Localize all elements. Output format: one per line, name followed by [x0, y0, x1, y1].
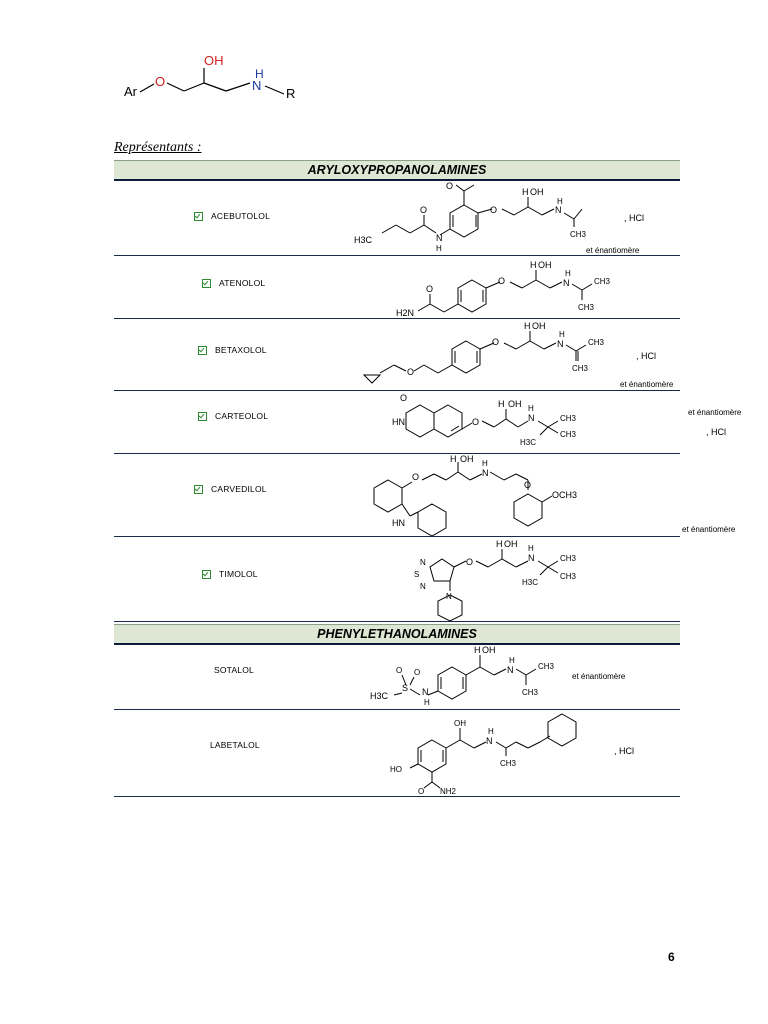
svg-text:O: O — [414, 668, 421, 677]
drug-row-betaxolol — [114, 319, 680, 391]
drug-name: SOTALOL — [214, 665, 254, 675]
section-header-phenylethanolamines: PHENYLETHANOLAMINES — [114, 624, 680, 645]
drug-name: ACEBUTOLOL — [211, 211, 271, 221]
svg-text:O: O — [412, 472, 420, 482]
drug-name: TIMOLOL — [219, 569, 258, 579]
general-structure — [118, 50, 328, 110]
svg-text:N: N — [557, 339, 564, 349]
o-label: O — [155, 74, 166, 89]
svg-text:CH3: CH3 — [500, 759, 517, 768]
svg-text:N: N — [507, 665, 514, 675]
salt-label: , HCl — [614, 746, 634, 756]
r-label: R — [286, 86, 296, 101]
svg-text:O: O — [472, 417, 480, 427]
svg-text:H: H — [450, 454, 457, 464]
svg-text:H: H — [424, 698, 430, 707]
n-label: N — [252, 78, 262, 93]
structure-acebutolol — [352, 179, 682, 255]
svg-text:OH: OH — [460, 454, 474, 464]
checkbox-icon — [194, 485, 203, 494]
structure-carteolol — [362, 391, 742, 453]
svg-text:H: H — [565, 269, 571, 278]
svg-text:N: N — [420, 558, 426, 567]
ar-label: Ar — [124, 84, 137, 99]
svg-text:H: H — [528, 404, 534, 413]
drug-row-labetalol — [114, 710, 680, 797]
enantiomer-note: et énantiomère — [682, 525, 736, 534]
svg-text:N: N — [528, 413, 535, 423]
drug-row-sotalol — [114, 643, 680, 710]
svg-text:CH3: CH3 — [522, 688, 539, 697]
oh-label: OH — [204, 53, 224, 68]
checkbox-icon — [202, 279, 211, 288]
svg-text:N: N — [436, 233, 443, 243]
svg-text:H: H — [530, 260, 537, 270]
svg-text:O: O — [498, 276, 506, 286]
salt-label: , HCl — [706, 427, 726, 437]
svg-text:S: S — [414, 570, 420, 579]
enantiomer-note: et énantiomère — [572, 672, 626, 681]
svg-text:CH3: CH3 — [560, 554, 577, 563]
structure-carvedilol — [352, 454, 736, 536]
svg-text:O: O — [400, 393, 408, 403]
svg-text:O: O — [492, 337, 500, 347]
svg-text:H: H — [474, 645, 481, 655]
drug-name: LABETALOL — [210, 740, 260, 750]
svg-text:H: H — [559, 330, 565, 339]
svg-text:H3C: H3C — [354, 235, 373, 245]
page-number: 6 — [668, 950, 675, 964]
svg-text:N: N — [420, 582, 426, 591]
svg-text:OH: OH — [482, 645, 496, 655]
svg-text:HN: HN — [392, 417, 405, 427]
svg-text:H2N: H2N — [396, 308, 415, 318]
structure-atenolol — [382, 256, 682, 318]
svg-text:O: O — [396, 666, 403, 675]
drug-name: BETAXOLOL — [215, 345, 267, 355]
structure-timolol — [412, 537, 682, 621]
svg-text:O: O — [446, 181, 454, 191]
drug-name: CARTEOLOL — [215, 411, 269, 421]
svg-text:N: N — [486, 736, 493, 746]
svg-text:OH: OH — [530, 187, 544, 197]
drug-name: CARVEDILOL — [211, 484, 267, 494]
svg-text:O: O — [466, 557, 474, 567]
svg-text:H3C: H3C — [370, 691, 389, 701]
svg-text:CH3: CH3 — [560, 572, 577, 581]
svg-text:H: H — [557, 197, 563, 206]
svg-text:HO: HO — [390, 765, 402, 774]
svg-text:H: H — [522, 187, 529, 197]
enantiomer-note: et énantiomère — [688, 408, 742, 417]
enantiomer-note: et énantiomère — [586, 246, 640, 255]
svg-text:OH: OH — [454, 719, 466, 728]
svg-text:O: O — [420, 205, 428, 215]
svg-text:CH3: CH3 — [538, 662, 555, 671]
svg-text:S: S — [402, 683, 409, 693]
svg-text:H: H — [496, 539, 503, 549]
svg-text:OH: OH — [504, 539, 518, 549]
svg-text:H: H — [524, 321, 531, 331]
drug-row-atenolol — [114, 256, 680, 319]
drug-row-carvedilol — [114, 454, 736, 537]
svg-text:O: O — [426, 284, 434, 294]
svg-text:N: N — [446, 592, 452, 601]
svg-text:N: N — [482, 468, 489, 478]
svg-text:OCH3: OCH3 — [552, 490, 578, 500]
drug-name: ATENOLOL — [219, 278, 266, 288]
svg-text:N: N — [422, 687, 429, 697]
svg-text:N: N — [555, 205, 562, 215]
svg-text:H3C: H3C — [520, 438, 537, 447]
svg-text:H: H — [482, 459, 488, 468]
svg-text:O: O — [490, 205, 498, 215]
svg-text:H: H — [528, 544, 534, 553]
svg-text:H: H — [498, 399, 505, 409]
svg-text:HN: HN — [392, 518, 405, 528]
structure-labetalol — [382, 710, 682, 796]
svg-text:OH: OH — [538, 260, 552, 270]
enantiomer-note: et énantiomère — [620, 380, 674, 389]
svg-text:NH2: NH2 — [440, 787, 457, 796]
svg-text:OH: OH — [508, 399, 522, 409]
svg-text:N: N — [528, 553, 535, 563]
svg-text:CH3: CH3 — [560, 430, 577, 439]
checkbox-icon — [202, 570, 211, 579]
salt-label: , HCl — [636, 351, 656, 361]
svg-text:CH3: CH3 — [570, 230, 587, 239]
salt-label: , HCl — [624, 213, 644, 223]
svg-text:OH: OH — [532, 321, 546, 331]
svg-text:O: O — [418, 787, 425, 796]
svg-text:CH3: CH3 — [578, 303, 595, 312]
checkbox-icon — [198, 412, 207, 421]
checkbox-icon — [194, 212, 203, 221]
svg-text:CH3: CH3 — [572, 364, 589, 373]
svg-text:N: N — [563, 278, 570, 288]
section-header-aryloxypropanolamines: ARYLOXYPROPANOLAMINES — [114, 160, 680, 181]
svg-text:H: H — [436, 244, 442, 253]
drug-row-acebutolol — [114, 179, 680, 256]
svg-text:H: H — [509, 656, 515, 665]
drug-row-timolol — [114, 537, 680, 622]
svg-text:CH3: CH3 — [588, 338, 605, 347]
svg-text:CH3: CH3 — [594, 277, 611, 286]
svg-text:H: H — [488, 727, 494, 736]
svg-text:CH3: CH3 — [560, 414, 577, 423]
structure-sotalol — [362, 643, 682, 709]
structure-betaxolol — [342, 319, 682, 390]
svg-text:H3C: H3C — [522, 578, 539, 587]
svg-text:O: O — [524, 480, 532, 490]
svg-text:O: O — [407, 367, 415, 377]
h-label: H — [255, 67, 264, 81]
checkbox-icon — [198, 346, 207, 355]
drug-row-carteolol — [114, 391, 742, 454]
subtitle: Représentants : — [114, 140, 202, 155]
